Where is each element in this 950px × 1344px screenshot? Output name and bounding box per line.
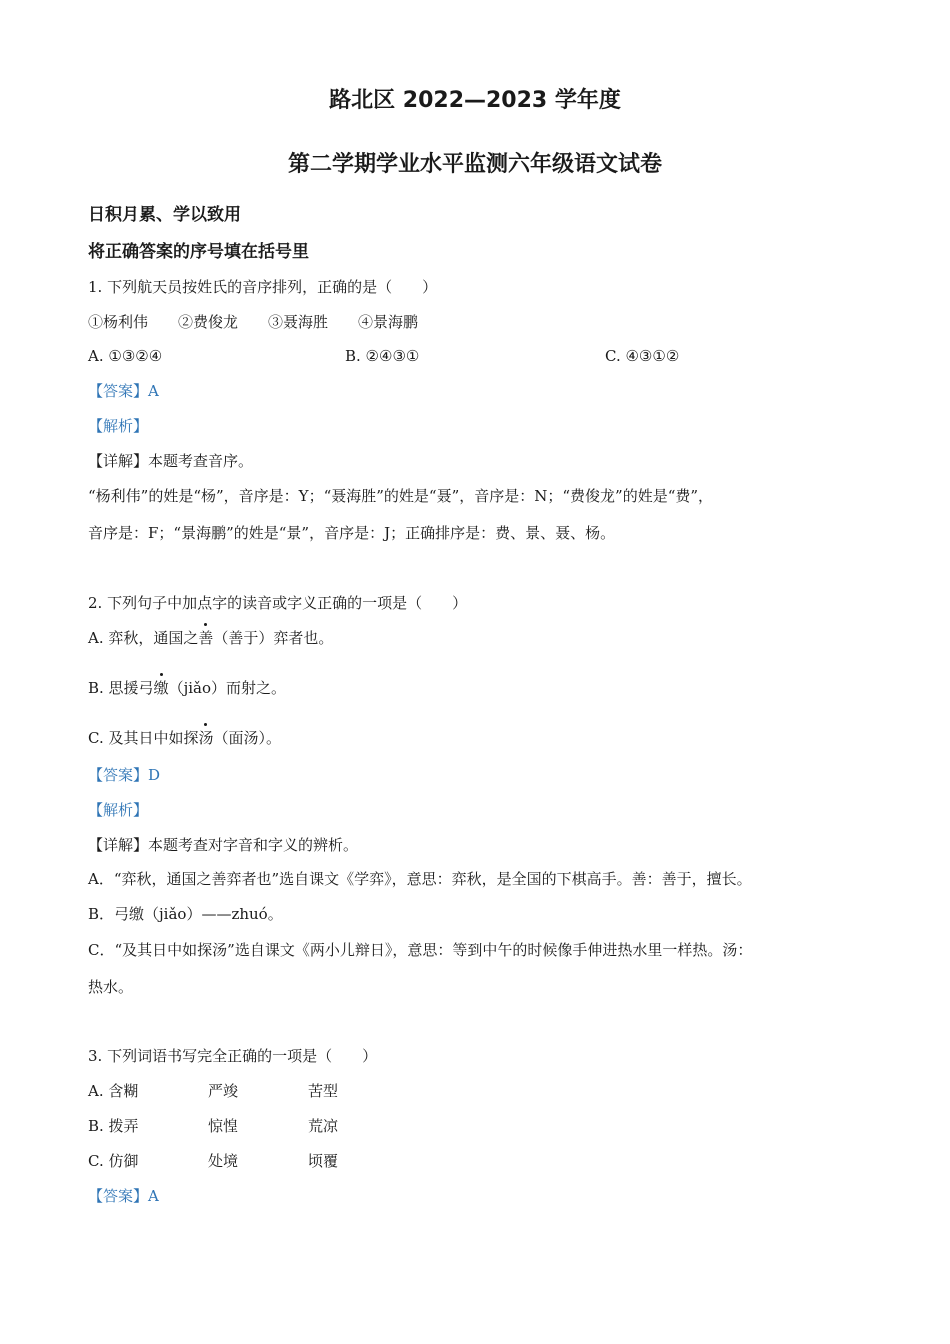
q3-answer: [88, 1186, 159, 1206]
q3-option-a-label: A. 含糊: [88, 1082, 139, 1100]
detail-label: 【详解】: [88, 452, 149, 470]
q3-stem: 3. 下列词语书写完全正确的一项是（ ）: [88, 1047, 378, 1065]
dotted-character: 善: [198, 629, 214, 647]
q1-detail: [88, 451, 253, 471]
option-text: （善于）弈者也。: [213, 629, 334, 647]
q3-option-b-word-3: 荒凉: [308, 1117, 339, 1135]
option-text: A. 弈秋，通国之: [88, 629, 199, 647]
q1-option-b: B. ②④③①: [345, 347, 420, 365]
title-line-2: 第二学期学业水平监测六年级语文试卷: [287, 152, 662, 177]
section-heading: 日积月累、学以致用: [88, 205, 241, 225]
q2-explain-b: B．弓缴（jiǎo）——zhuó。: [88, 905, 283, 923]
q2-explain-c-2: 热水。: [88, 978, 134, 996]
q3-option-c-word-3: 顷覆: [308, 1152, 339, 1170]
q1-option-a: A. ①③②④: [88, 347, 163, 365]
q2-option-c: [88, 728, 281, 748]
title-line-1: 路北区 2022—2023 学年度: [329, 88, 621, 113]
q3-option-a-word-2: 严竣: [208, 1082, 239, 1100]
detail-text: 本题考查音序。: [148, 452, 254, 470]
q1-stem: 1. 下列航天员按姓氏的音序排列，正确的是（ ）: [88, 278, 438, 296]
answer-label: 【答案】: [88, 1187, 149, 1205]
answer-value: A: [148, 382, 159, 400]
dotted-character: 缴: [153, 679, 169, 697]
q1-analysis-label: 【解析】: [88, 417, 149, 435]
q3-option-b-label: B. 拨弄: [88, 1117, 139, 1135]
q1-explain-1: “杨利伟”的姓是“杨”，音序是：Y；“聂海胜”的姓是“聂”，音序是：N；“费俊龙”的姓是“费”，: [88, 487, 714, 505]
q2-analysis-label: 【解析】: [88, 801, 149, 819]
q1-answer: [88, 381, 159, 401]
q2-explain-c-1: C．“及其日中如探汤”选自课文《两小儿辩日》，意思：等到中午的时候像手伸进热水里一样热。汤：: [88, 941, 753, 959]
section-subheading: 将正确答案的序号填在括号里: [88, 242, 309, 262]
q2-stem: 2. 下列句子中加点字的读音或字义正确的一项是（ ）: [88, 594, 468, 612]
option-text: （jiǎo）而射之。: [168, 679, 287, 697]
answer-value: A: [148, 1187, 159, 1205]
q2-answer: [88, 765, 160, 785]
option-text: B. 思援弓: [88, 679, 154, 697]
detail-label: 【详解】: [88, 836, 149, 854]
answer-value: D: [148, 766, 161, 784]
q2-explain-a: A．“弈秋，通国之善弈者也”选自课文《学弈》，意思：弈秋，是全国的下棋高手。善：善于，擅长。: [88, 870, 752, 888]
option-text: （面汤）。: [213, 729, 282, 747]
q1-explain-2: 音序是：F；“景海鹏”的姓是“景”，音序是：J；正确排序是：费、景、聂、杨。: [88, 524, 616, 542]
q1-items: ①杨利伟 ②费俊龙 ③聂海胜 ④景海鹏: [88, 313, 419, 331]
dotted-character: 汤: [198, 729, 214, 747]
q2-detail: [88, 835, 358, 855]
q3-option-a-word-3: 苦型: [308, 1082, 339, 1100]
q2-option-a: [88, 628, 333, 648]
option-text: C. 及其日中如探: [88, 729, 199, 747]
q3-option-c-label: C. 仿御: [88, 1152, 139, 1170]
answer-label: 【答案】: [88, 382, 149, 400]
answer-label: 【答案】: [88, 766, 149, 784]
detail-text: 本题考查对字音和字义的辨析。: [148, 836, 359, 854]
q3-option-c-word-2: 处境: [208, 1152, 239, 1170]
q3-option-b-word-2: 惊惶: [208, 1117, 239, 1135]
q2-option-b: [88, 678, 286, 698]
q1-option-c: C. ④③①②: [605, 347, 680, 365]
